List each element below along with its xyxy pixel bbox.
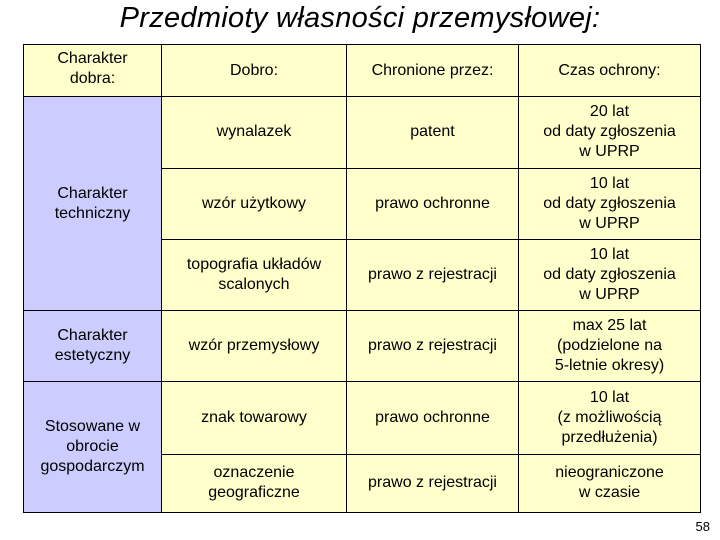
cell-duration: 20 lat od daty zgłoszenia w UPRP [519, 97, 701, 168]
table-row [24, 311, 701, 382]
header-protected-by: Chronione przez: [347, 45, 519, 97]
ip-table [23, 44, 701, 513]
cell-good: wzór przemysłowy [162, 311, 347, 382]
cell-good: oznaczenie geograficzne [162, 454, 347, 512]
page-number: 58 [695, 519, 710, 534]
header-duration: Czas ochrony: [519, 45, 701, 97]
cell-protected-by: prawo ochronne [347, 168, 519, 239]
cell-good: wzór użytkowy [162, 168, 347, 239]
cell-protected-by: patent [347, 97, 519, 168]
cell-protected-by: prawo z rejestracji [347, 239, 519, 310]
header-character: Charakter dobra: [24, 45, 162, 97]
cell-duration: 10 lat (z możliwością przedłużenia) [519, 382, 701, 454]
category-technical: Charakter techniczny [24, 97, 162, 311]
header-row [24, 45, 701, 97]
cell-duration: nieograniczone w czasie [519, 454, 701, 512]
category-commercial: Stosowane w obrocie gospodarczym [24, 382, 162, 513]
cell-duration: 10 lat od daty zgłoszenia w UPRP [519, 168, 701, 239]
cell-duration: 10 lat od daty zgłoszenia w UPRP [519, 239, 701, 310]
cell-protected-by: prawo z rejestracji [347, 454, 519, 512]
category-aesthetic: Charakter estetyczny [24, 311, 162, 382]
cell-duration: max 25 lat (podzielone na 5-letnie okresy) [519, 311, 701, 382]
table-row [24, 382, 701, 454]
cell-good: wynalazek [162, 97, 347, 168]
slide-title: Przedmioty własności przemysłowej: [119, 2, 601, 34]
header-good: Dobro: [162, 45, 347, 97]
cell-good: topografia układów scalonych [162, 239, 347, 310]
cell-good: znak towarowy [162, 382, 347, 454]
cell-protected-by: prawo z rejestracji [347, 311, 519, 382]
table-row [24, 97, 701, 168]
cell-protected-by: prawo ochronne [347, 382, 519, 454]
